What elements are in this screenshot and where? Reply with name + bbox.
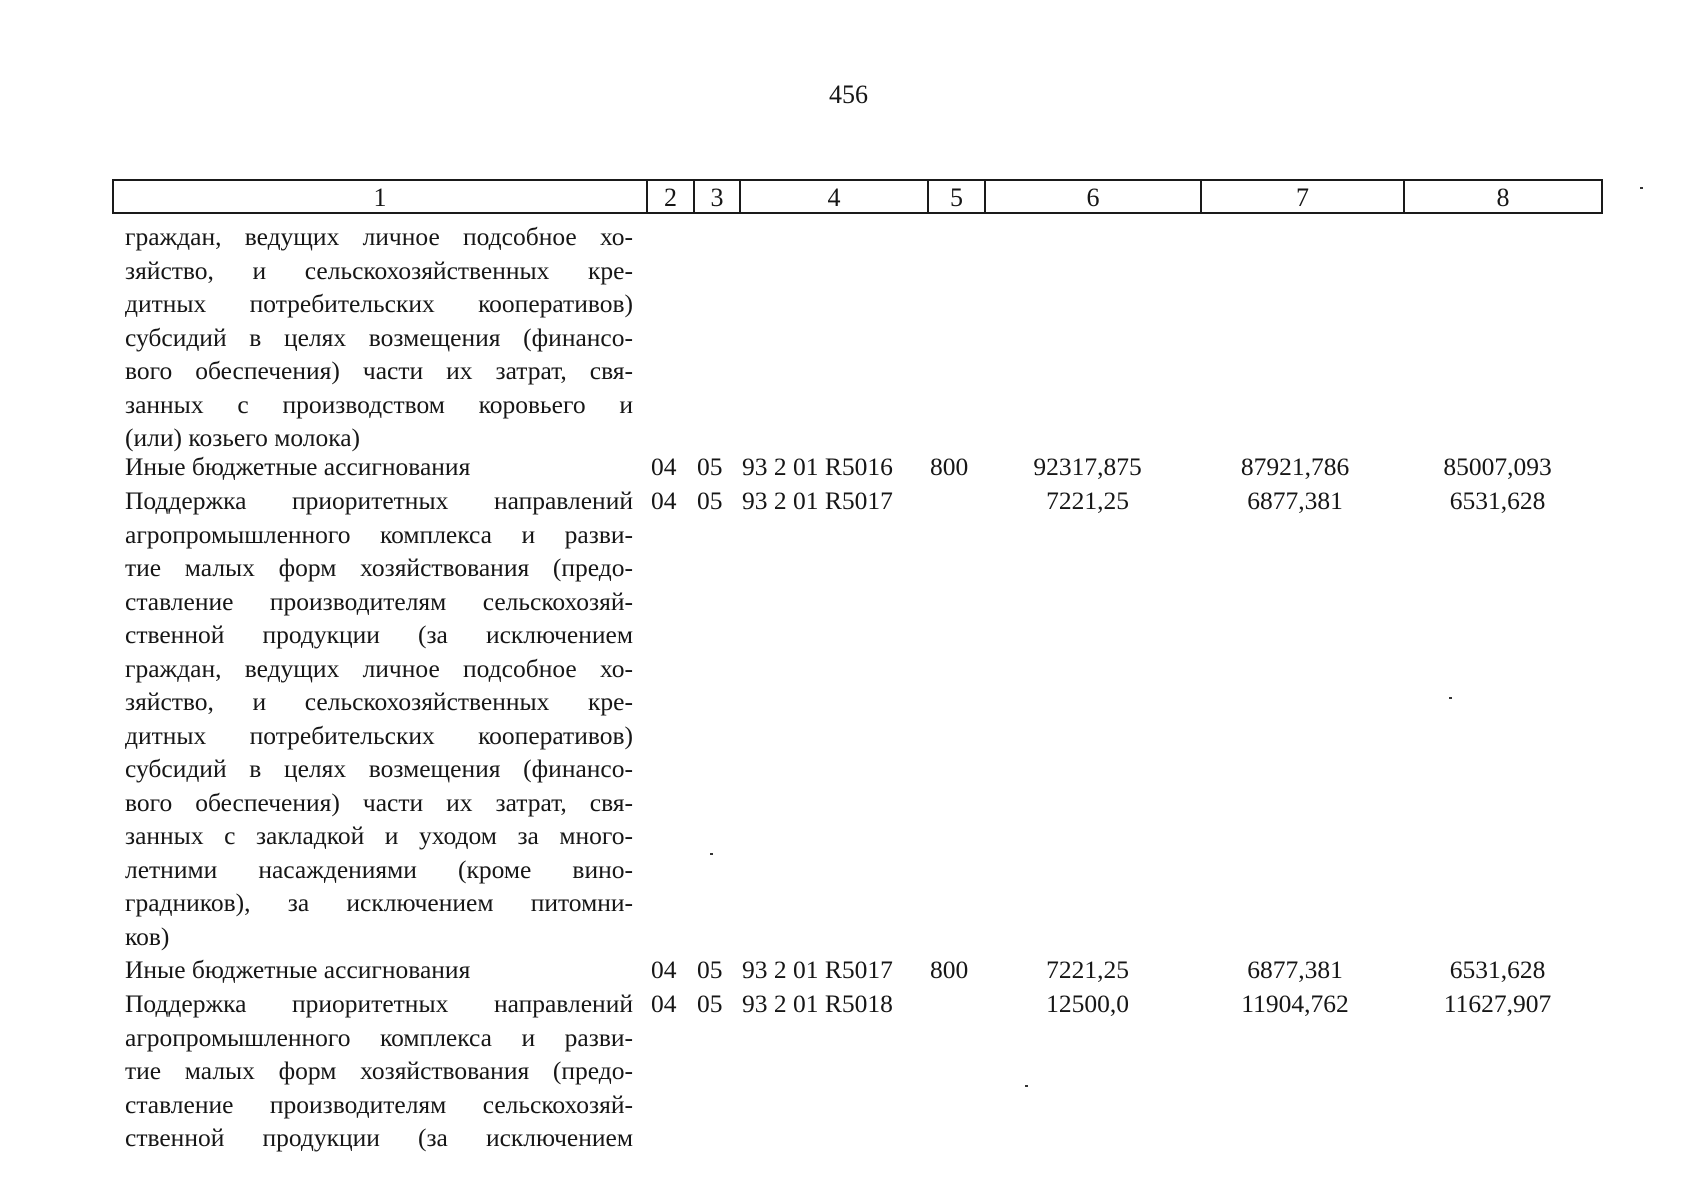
description-line: дитных потребительских кооперативов) xyxy=(125,289,633,318)
amount-col-7: 6877,381 xyxy=(1247,955,1343,984)
subsection-code: 05 xyxy=(697,989,723,1018)
amount-col-6: 7221,25 xyxy=(1046,486,1129,515)
target-article-code: 93 2 01 R5018 xyxy=(742,989,893,1018)
amount-col-6: 92317,875 xyxy=(1033,452,1142,481)
table-header-row xyxy=(112,179,1603,214)
row-description xyxy=(125,987,633,1155)
row-description xyxy=(125,450,633,484)
description-line: Поддержка приоритетных направлений xyxy=(125,989,633,1018)
scan-speck xyxy=(710,853,713,855)
description-line: субсидий в целях возмещения (финансо- xyxy=(125,322,633,352)
row-description xyxy=(125,953,633,987)
header-col-7: 7 xyxy=(1200,181,1403,212)
amount-col-7: 6877,381 xyxy=(1247,486,1343,515)
subsection-code: 05 xyxy=(697,452,723,481)
description-line: зяйство, и сельскохозяйственных кре- xyxy=(125,255,633,285)
description-line: Иные бюджетные ассигнования xyxy=(125,955,471,984)
description-line: Иные бюджетные ассигнования xyxy=(125,452,471,481)
scan-speck xyxy=(1640,187,1643,189)
description-line: ставление производителям сельскохозяй- xyxy=(125,586,633,616)
subsection-code: 05 xyxy=(697,486,723,515)
amount-col-8: 6531,628 xyxy=(1449,955,1546,984)
description-line: летними насаждениями (кроме вино- xyxy=(125,854,633,884)
description-line: Поддержка приоритетных направлений xyxy=(125,486,633,515)
amount-col-7: 11904,762 xyxy=(1241,989,1349,1018)
description-line: занных с производством коровьего и xyxy=(125,389,633,419)
section-code: 04 xyxy=(651,989,677,1018)
header-col-1: 1 xyxy=(373,183,387,212)
header-col-6: 6 xyxy=(984,181,1200,212)
description-line: ственной продукции (за исключением xyxy=(125,620,633,649)
description-line: (или) козьего молока) xyxy=(125,423,361,452)
expense-type-code: 800 xyxy=(930,955,969,984)
expense-type-code: 800 xyxy=(930,452,969,481)
scan-speck xyxy=(1449,697,1452,699)
description-line: дитных потребительских кооперативов) xyxy=(125,720,633,750)
description-line: ственной продукции (за исключением xyxy=(125,1123,633,1152)
description-line: вого обеспечения) части их затрат, свя- xyxy=(125,787,633,817)
subsection-code: 05 xyxy=(697,955,723,984)
header-col-5: 5 xyxy=(927,181,984,212)
row-description xyxy=(125,220,633,455)
target-article-code: 93 2 01 R5016 xyxy=(742,452,893,481)
amount-col-8: 11627,907 xyxy=(1443,989,1552,1018)
description-line: граждан, ведущих личное подсобное хо- xyxy=(125,653,633,683)
description-line: агропромышленного комплекса и разви- xyxy=(125,1022,633,1052)
description-line: занных с закладкой и уходом за много- xyxy=(125,821,633,850)
target-article-code: 93 2 01 R5017 xyxy=(742,955,893,984)
amount-col-6: 7221,25 xyxy=(1046,955,1129,984)
section-code: 04 xyxy=(651,486,677,515)
header-col-8: 8 xyxy=(1403,181,1601,212)
amount-col-8: 6531,628 xyxy=(1449,486,1546,515)
section-code: 04 xyxy=(651,955,677,984)
description-line: вого обеспечения) части их затрат, свя- xyxy=(125,356,633,385)
description-line: субсидий в целях возмещения (финансо- xyxy=(125,754,633,783)
description-line: ставление производителям сельскохозяй- xyxy=(125,1089,633,1119)
header-col-4: 4 xyxy=(739,181,927,212)
row-description xyxy=(125,484,633,953)
target-article-code: 93 2 01 R5017 xyxy=(742,486,893,515)
description-line: тие малых форм хозяйствования (предо- xyxy=(125,553,633,582)
header-col-2: 2 xyxy=(646,181,693,212)
page-number: 456 xyxy=(829,80,868,109)
description-line: агропромышленного комплекса и разви- xyxy=(125,519,633,549)
header-col-3: 3 xyxy=(693,181,739,212)
amount-col-6: 12500,0 xyxy=(1046,989,1129,1018)
description-line: градников), за исключением питомни- xyxy=(125,888,633,917)
amount-col-8: 85007,093 xyxy=(1443,452,1552,481)
section-code: 04 xyxy=(651,452,677,481)
scan-speck xyxy=(1025,1085,1028,1087)
description-line: ков) xyxy=(125,921,170,951)
description-line: зяйство, и сельскохозяйственных кре- xyxy=(125,687,633,716)
amount-col-7: 87921,786 xyxy=(1240,452,1350,481)
description-line: граждан, ведущих личное подсобное хо- xyxy=(125,222,633,251)
description-line: тие малых форм хозяйствования (предо- xyxy=(125,1056,633,1085)
